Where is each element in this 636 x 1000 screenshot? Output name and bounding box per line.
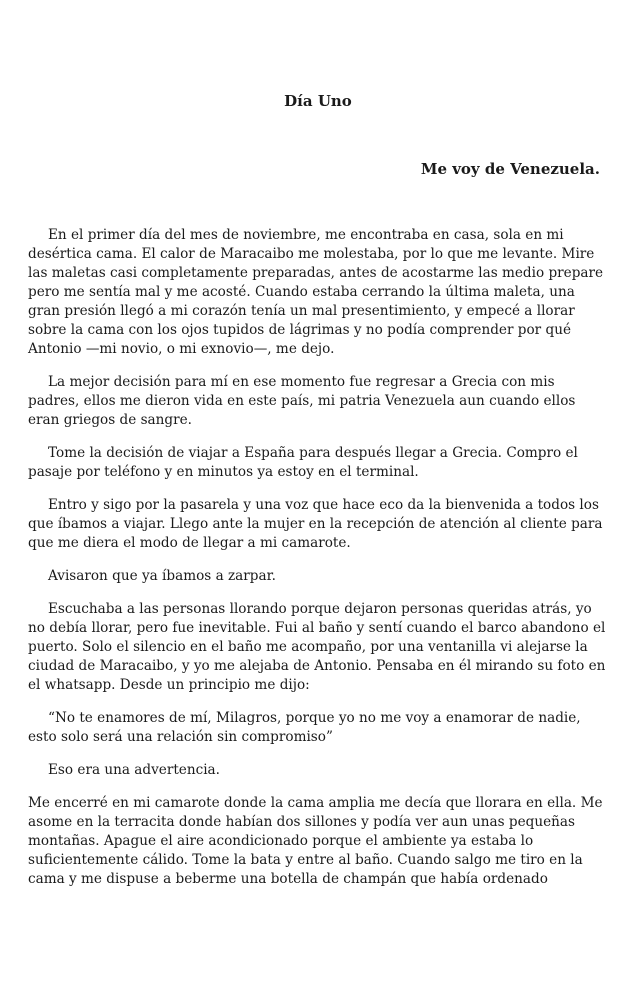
quote-paragraph: “No te enamores de mí, Milagros, porque yo no me voy a enamorar de nadie, esto solo será una relación sin compromiso” [28, 710, 581, 745]
paragraph: Eso era una advertencia. [48, 762, 220, 778]
paragraph: Entro y sigo por la pasarela y una voz que hace eco da la bienvenida a todos los que íbamos a viajar. Llego ante la mujer en la recepción de atención al cliente para que me diera el modo de llegar a mi camarote. [28, 497, 603, 551]
paragraph: La mejor decisión para mí en ese momento fue regresar a Grecia con mis padres, ellos me dieron vida en este país, mi patria Venezuela aun cuando ellos eran griegos de sangre. [28, 374, 576, 428]
chapter-subtitle: Me voy de Venezuela. [420, 160, 600, 178]
paragraph: En el primer día del mes de noviembre, me encontraba en casa, sola en mi desértica cama. El calor de Maracaibo me molestaba, por lo que me levante. Mire las maletas casi completamente preparadas, antes de acostarme las medio prepare pero me sentía mal y me acosté. Cuando estaba cerrando la última maleta, una gran presión llegó a mi corazón tenía un mal presentimiento, y empecé a llorar sobre la cama con los ojos tupidos de lágrimas y no podía comprender por qué Antonio —mi novio, o mi exnovio—, me dejo. [28, 227, 604, 357]
chapter-body [28, 226, 608, 903]
paragraph: Avisaron que ya íbamos a zarpar. [48, 568, 276, 584]
paragraph: Me encerré en mi camarote donde la cama amplia me decía que llorara en ella. Me asome en la terracita donde habían dos sillones y podía ver aun unas pequeñas montañas. Apague el aire acondicionado porque el ambiente ya estaba lo suficientemente cálido. Tome la bata y entre al baño. Cuando salgo me tiro en la cama y me dispuse a beberme una botella de champán que había ordenado [28, 795, 603, 887]
paragraph: Tome la decisión de viajar a España para después llegar a Grecia. Compro el pasaje por teléfono y en minutos ya estoy en el terminal. [28, 445, 578, 480]
chapter-title: Día Uno [284, 92, 352, 110]
paragraph: Escuchaba a las personas llorando porque dejaron personas queridas atrás, yo no debía llorar, pero fue inevitable. Fui al baño y sentí cuando el barco abandono el puerto. Solo el silencio en el baño me acompaño, por una ventanilla vi alejarse la ciudad de Maracaibo, y yo me alejaba de Antonio. Pensaba en él mirando su foto en el whatsapp. Desde un principio me dijo: [28, 601, 606, 693]
